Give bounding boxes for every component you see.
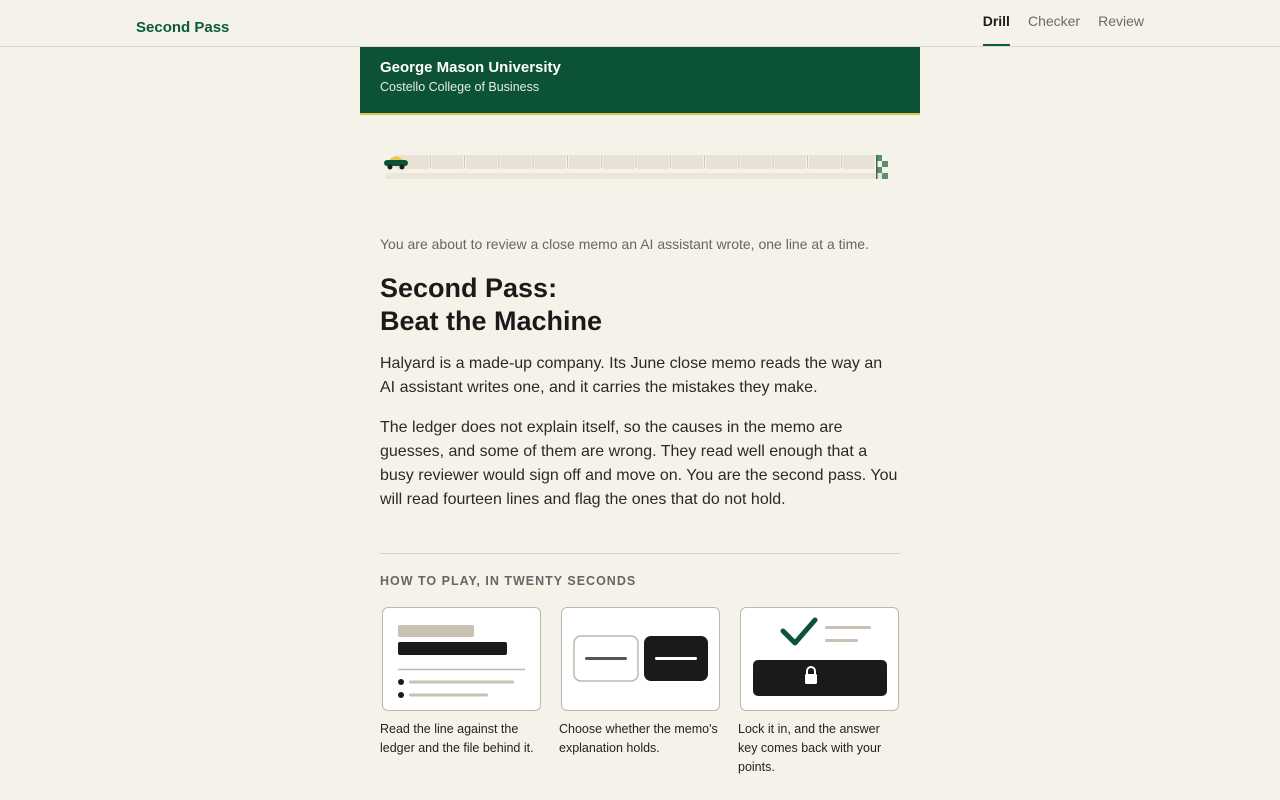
step-caption-choose: Choose whether the memo's explanation holds.	[559, 722, 718, 755]
university-name: George Mason University	[380, 59, 561, 76]
progress-tick	[498, 155, 499, 168]
description-paragraph-2: The ledger does not explain itself, so the causes in the memo are guesses, and some of them are wrong. They read well enough that a busy reviewer would sign off and move on. You are the second pass. You will read fourteen lines and flag the ones that do not hold.	[380, 419, 898, 508]
progress-tick	[533, 155, 534, 168]
progress-segment	[569, 155, 600, 169]
progress-segment	[775, 155, 806, 169]
progress-tick	[841, 155, 842, 168]
how-to-heading: HOW TO PLAY, IN TWENTY SECONDS	[380, 574, 637, 588]
nav-drill[interactable]: Drill	[983, 0, 1010, 46]
progress-segment	[603, 155, 634, 169]
step-caption-lock: Lock it in, and the answer key comes back with your points.	[738, 722, 882, 774]
university-banner	[360, 47, 920, 115]
progress-tick	[773, 155, 774, 168]
progress-road	[386, 173, 886, 179]
step-card-choose	[559, 607, 720, 777]
progress-segments	[396, 155, 875, 169]
checkmark-icon	[783, 620, 815, 643]
progress-segment	[672, 155, 703, 169]
nav-checker[interactable]: Checker	[1027, 13, 1081, 29]
title-line-1: Second Pass:	[380, 273, 558, 303]
top-bar	[0, 0, 1280, 47]
step-card-lock	[738, 607, 899, 777]
step-caption-read: Read the line against the ledger and the file behind it.	[380, 722, 534, 755]
progress-segment	[535, 155, 566, 169]
choice-icon	[561, 607, 720, 711]
nav-review[interactable]: Review	[1098, 13, 1144, 29]
document-icon	[382, 607, 541, 711]
progress-tick	[738, 155, 739, 168]
lock-icon	[740, 607, 899, 711]
brand-logo-text[interactable]: Second Pass	[136, 19, 230, 36]
progress-segment	[706, 155, 737, 169]
progress-tick	[636, 155, 637, 168]
progress-segment	[809, 155, 840, 169]
progress-segment	[500, 155, 531, 169]
progress-segment	[740, 155, 771, 169]
description-paragraph-1: Halyard is a made-up company. Its June close memo reads the way an AI assistant writes one, and it carries the mistakes they make.	[380, 355, 883, 396]
progress-track	[382, 150, 894, 184]
progress-segment	[638, 155, 669, 169]
intro-content	[380, 236, 900, 777]
how-to-steps	[380, 607, 900, 777]
intro-text: You are about to review a close memo an AI assistant wrote, one line at a time.	[380, 236, 869, 252]
progress-track-graphic	[382, 150, 894, 184]
progress-segment	[466, 155, 497, 169]
progress-tick	[704, 155, 705, 168]
section-divider	[380, 553, 900, 554]
step-card-read	[380, 607, 541, 777]
page-title	[380, 272, 900, 338]
title-line-2: Beat the Machine	[380, 306, 603, 336]
progress-tick	[807, 155, 808, 168]
progress-tick	[430, 155, 431, 168]
main-nav	[983, 0, 1144, 46]
progress-tick	[601, 155, 602, 168]
progress-segment	[432, 155, 463, 169]
progress-tick	[670, 155, 671, 168]
college-name: Costello College of Business	[380, 80, 540, 94]
progress-tick	[464, 155, 465, 168]
progress-segment	[843, 155, 874, 169]
progress-tick	[567, 155, 568, 168]
